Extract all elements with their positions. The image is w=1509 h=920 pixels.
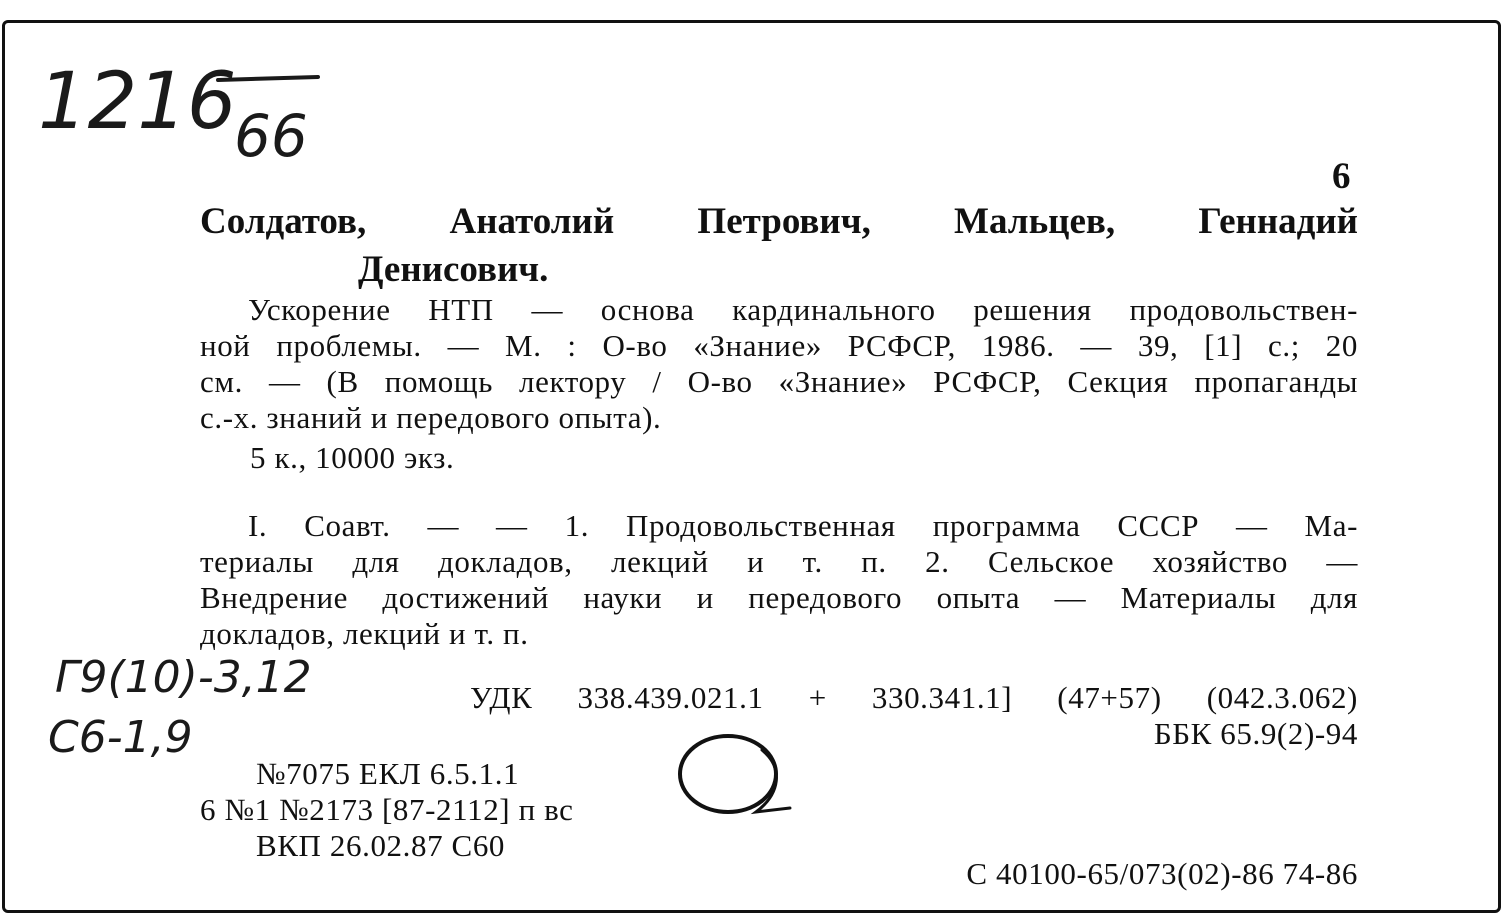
tracing-line-1: I. Соавт. — — 1. Продовольственная программа СССР — Ма- (248, 508, 1358, 543)
udk-line: УДК 338.439.021.1 + 330.341.1] (47+57) (042.3.062) (470, 680, 1358, 715)
tracing-line-4: докладов, лекций и т. п. (200, 616, 529, 651)
catalog-line-1: №7075 ЕКЛ 6.5.1.1 (256, 756, 520, 791)
catalog-line-2: 6 №1 №2173 [87-2112] п вс (200, 792, 574, 827)
description-line-3: см. — (В помощь лектору / О-во «Знание» РСФСР, Секция пропаганды (200, 364, 1358, 399)
tracing-line-2: териалы для докладов, лекций и т. п. 2. Сельское хозяйство — (200, 544, 1358, 579)
catalog-line-3: ВКП 26.02.87 С60 (256, 828, 506, 863)
authors-line-2: Денисович. (358, 249, 549, 290)
index-code: С 40100-65/073(02)-86 74-86 (966, 856, 1358, 891)
handwritten-number (38, 40, 328, 170)
handwritten-code-1: Г9(10)-3,12 (55, 652, 312, 703)
handwritten-code-2: С6-1,9 (48, 712, 193, 763)
bbk-line: ББК 65.9(2)-94 (1153, 716, 1358, 751)
section-number: 6 (1332, 156, 1351, 197)
description-line-4: с.-х. знаний и передового опыта). (200, 400, 662, 435)
authors-line-1: Солдатов, Анатолий Петрович, Мальцев, Геннадий (200, 201, 1358, 242)
description-line-2: ной проблемы. — М. : О-во «Знание» РСФСР, 1986. — 39, [1] с.; 20 (200, 328, 1358, 363)
handwritten-number-fraction: 66 (234, 102, 308, 170)
price-line: 5 к., 10000 экз. (250, 440, 455, 475)
tracing-line-3: Внедрение достижений науки и передового опыта — Материалы для (200, 580, 1358, 615)
hand-drawn-oval (672, 728, 800, 830)
handwritten-number-top: 1216 (38, 57, 237, 147)
description-line-1: Ускорение НТП — основа кардинального решения продовольствен- (248, 292, 1358, 327)
